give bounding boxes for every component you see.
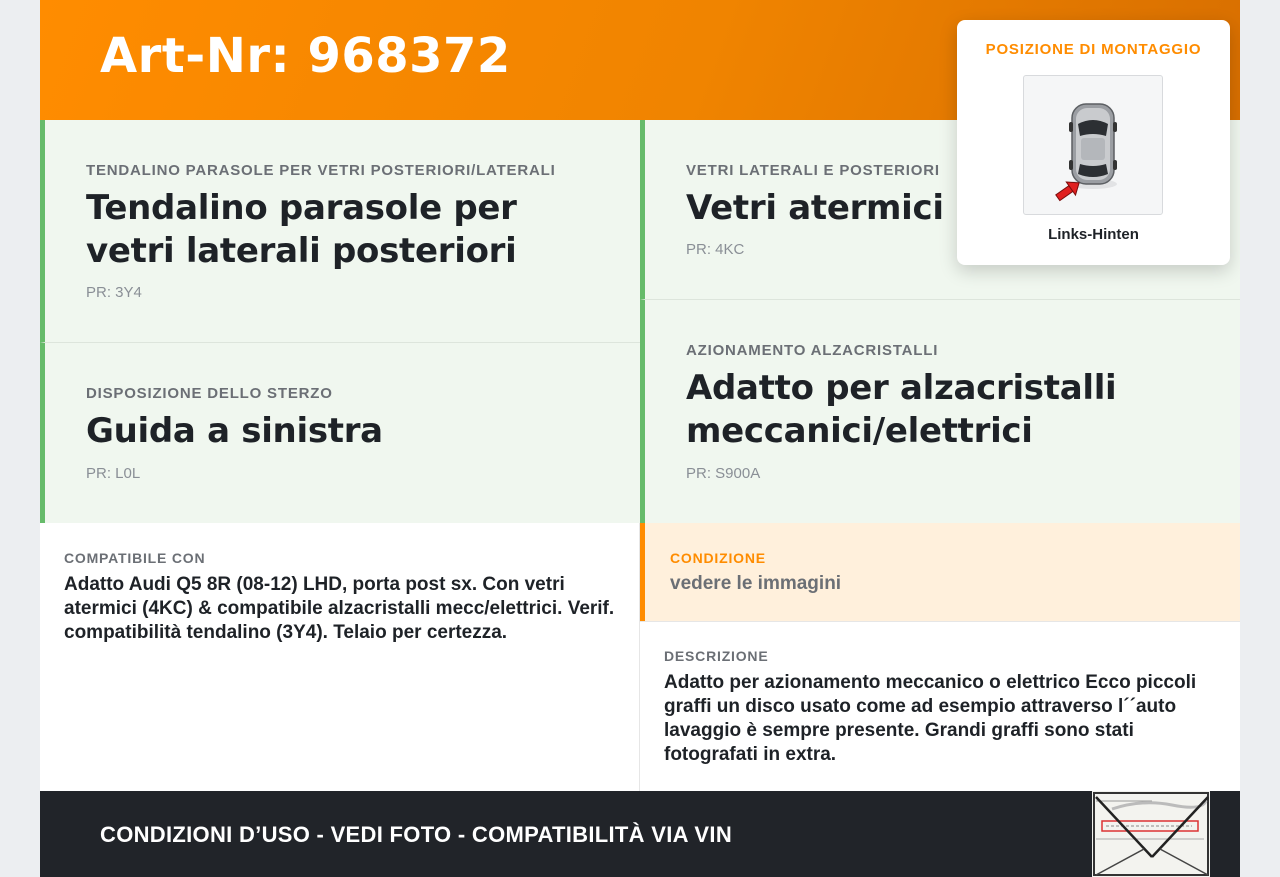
product-card	[40, 0, 1240, 877]
spec-category: DISPOSIZIONE DELLO STERZO	[86, 385, 333, 402]
spec-pr-code: PR: S900A	[686, 465, 761, 482]
description-text: Adatto per azionamento meccanico o elettrico Ecco piccoli graffi un disco usato come ad esempio attraverso l´´auto lavaggio è sempre presente. Grandi graffi sono stati fotografati in extra.	[664, 672, 1197, 765]
condition-section	[640, 523, 1240, 621]
spec-pr-code: PR: 4KC	[686, 241, 745, 258]
condition-value: vedere le immagini	[670, 573, 842, 594]
spec-cell-window-regulator	[640, 300, 1240, 523]
compatibility-section	[40, 523, 640, 791]
description-section	[640, 621, 1240, 791]
spec-category: TENDALINO PARASOLE PER VETRI POSTERIORI/LATERALI	[86, 162, 556, 179]
compatibility-text: Adatto Audi Q5 8R (08-12) LHD, porta post sx. Con vetri atermici (4KC) & compatibile alzacristalli mecc/elettrici. Verif. compatibilità tendalino (3Y4). Telaio per certezza.	[64, 574, 615, 643]
mounting-position-card	[957, 20, 1230, 265]
spec-value: Guida a sinistra	[86, 411, 383, 451]
mounting-title: POSIZIONE DI MONTAGGIO	[985, 41, 1202, 58]
condition-label: CONDIZIONE	[670, 550, 766, 566]
envelope-document-icon	[1092, 791, 1210, 877]
spec-category: AZIONAMENTO ALZACRISTALLI	[686, 342, 939, 359]
mounting-position-label: Links-Hinten	[1048, 226, 1139, 243]
article-number-title: Art-Nr: 968372	[100, 28, 511, 84]
spec-cell-steering	[40, 343, 640, 523]
spec-pr-code: PR: L0L	[86, 465, 141, 482]
spec-value: Tendalino parasole per vetri laterali posteriori	[86, 188, 517, 271]
vin-document-thumbnail[interactable]	[1092, 791, 1210, 877]
spec-pr-code: PR: 3Y4	[86, 284, 142, 301]
spec-cell-sunshade	[40, 120, 640, 343]
footer-bar	[40, 791, 1240, 877]
description-label: DESCRIZIONE	[664, 648, 769, 664]
spec-value: Adatto per alzacristalli meccanici/elettrici	[686, 368, 1117, 451]
spec-value: Vetri atermici	[686, 188, 944, 228]
compatibility-label: COMPATIBILE CON	[64, 550, 206, 566]
spec-category: VETRI LATERALI E POSTERIORI	[686, 162, 940, 179]
footer-text: CONDIZIONI D’USO - VEDI FOTO - COMPATIBILITÀ VIA VIN	[100, 822, 733, 847]
car-top-view-icon	[1023, 75, 1163, 215]
